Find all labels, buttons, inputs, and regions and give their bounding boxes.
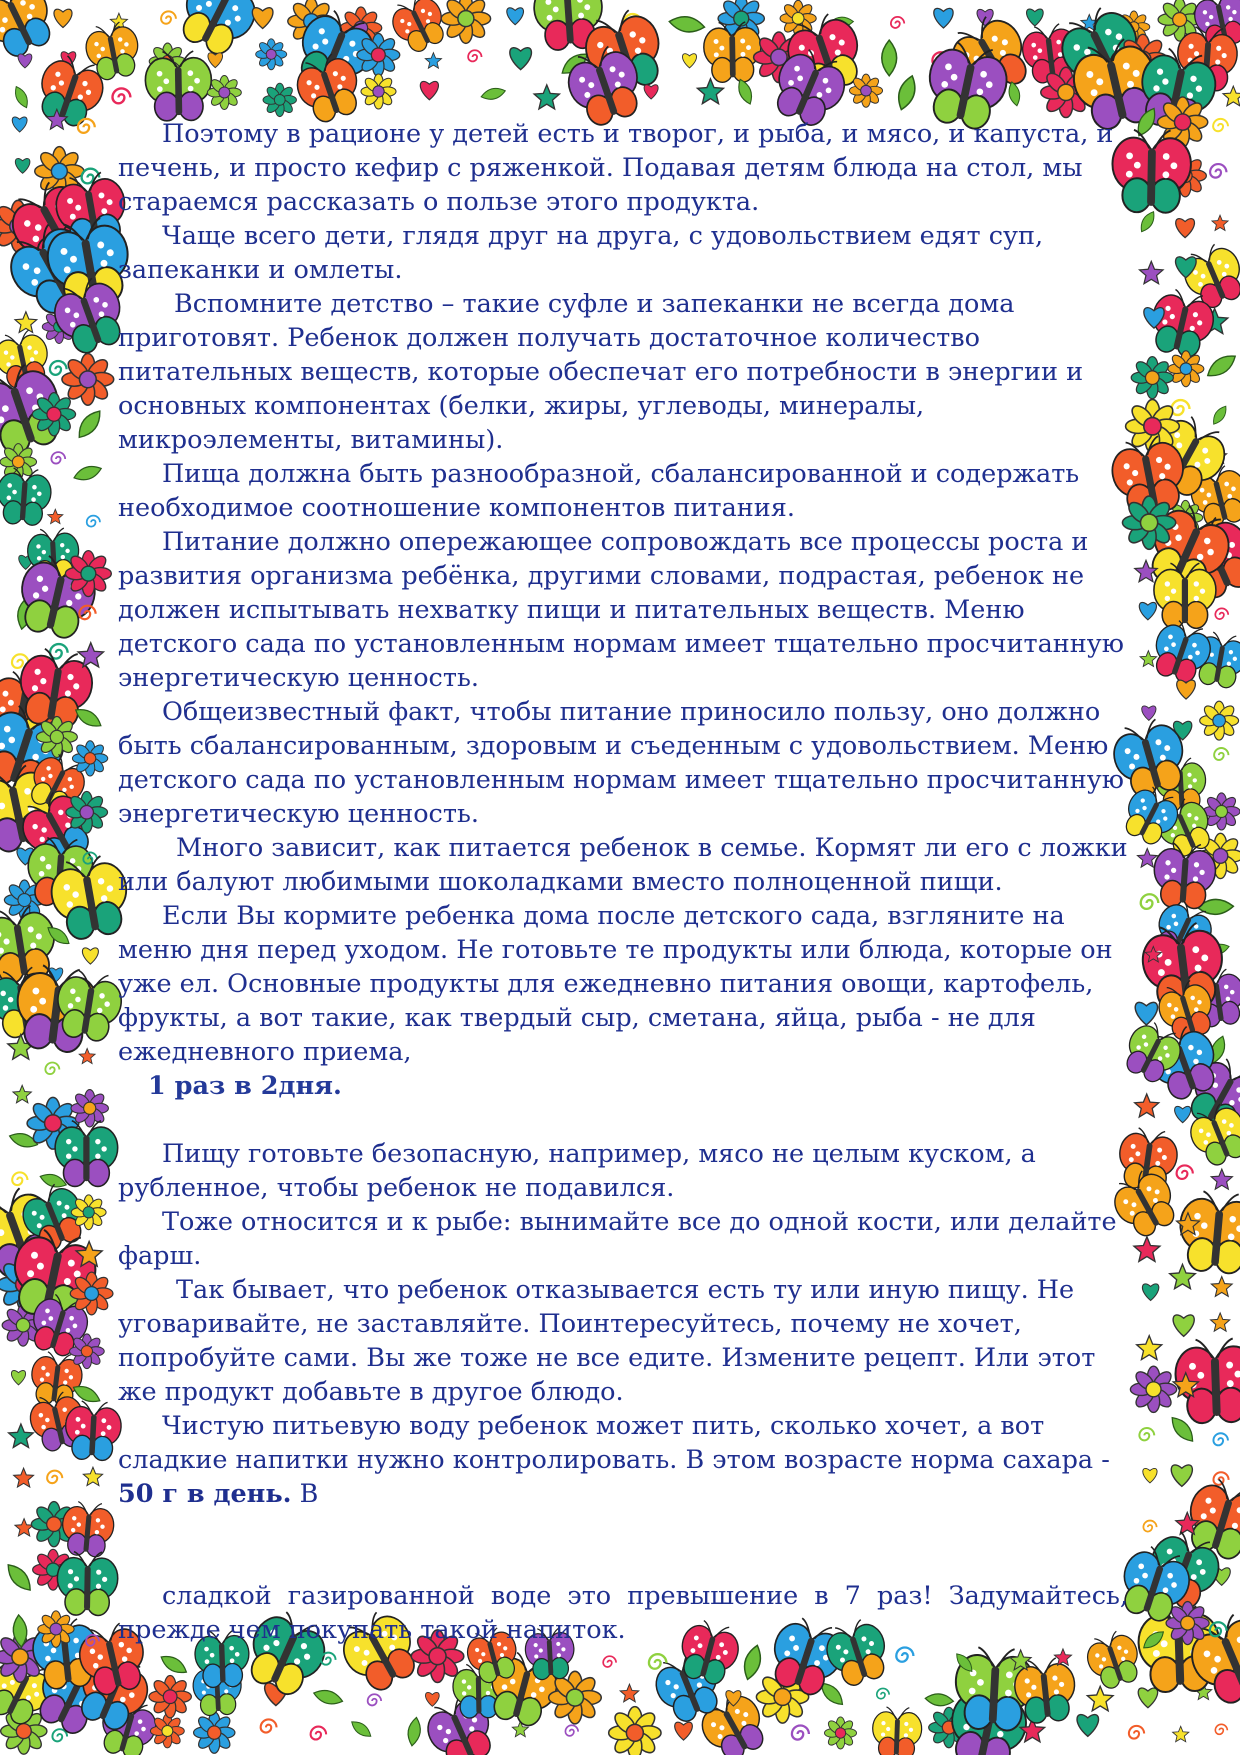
paragraph: Питание должно опережающее сопровождать все процессы роста и развития организма ребёнка, другими словами, подрастая, ребенок не должен испытывать нехватку пищи и питательных веществ. Меню детского сада по установленным нормам имеет тщательно просчитанную энергетическую ценность. bbox=[118, 527, 1124, 693]
heart-icon bbox=[12, 117, 27, 132]
star-icon bbox=[83, 1467, 102, 1485]
leaf-icon bbox=[894, 74, 919, 112]
swirl-icon bbox=[896, 1647, 913, 1661]
flower-icon bbox=[263, 83, 296, 116]
heart-icon bbox=[507, 8, 524, 25]
leaf-icon bbox=[3, 1560, 35, 1594]
spacer bbox=[118, 1511, 1128, 1579]
star-icon bbox=[1140, 261, 1164, 283]
star-icon bbox=[1223, 86, 1240, 106]
star-icon bbox=[48, 509, 63, 523]
swirl-icon bbox=[565, 1725, 578, 1736]
swirl-icon bbox=[50, 361, 67, 375]
star-icon bbox=[1170, 1264, 1196, 1288]
swirl-icon bbox=[877, 1688, 889, 1698]
flower-icon bbox=[357, 33, 400, 76]
flower-icon bbox=[71, 1090, 108, 1127]
heart-icon bbox=[18, 54, 32, 68]
star-icon bbox=[1211, 1169, 1232, 1189]
heart-icon bbox=[1171, 1465, 1192, 1486]
flower-icon bbox=[194, 1712, 235, 1753]
star-icon bbox=[1137, 1336, 1162, 1360]
swirl-icon bbox=[1141, 894, 1159, 909]
frequency-note: 1 раз в 2дня. bbox=[148, 1071, 342, 1101]
star-icon bbox=[13, 1085, 31, 1103]
leaf-icon bbox=[1204, 351, 1240, 382]
swirl-icon bbox=[78, 119, 95, 133]
swirl-icon bbox=[1210, 164, 1226, 178]
star-icon bbox=[79, 1048, 95, 1063]
heart-icon bbox=[1139, 602, 1156, 619]
swirl-icon bbox=[1172, 400, 1190, 415]
butterfly-icon bbox=[1176, 1190, 1240, 1276]
swirl-icon bbox=[161, 11, 176, 23]
swirl-icon bbox=[113, 88, 131, 103]
swirl-icon bbox=[649, 1654, 666, 1669]
swirl-icon bbox=[45, 1063, 59, 1075]
flower-icon bbox=[72, 741, 107, 776]
heart-icon bbox=[682, 54, 696, 68]
paragraph: Пища должна быть разнообразной, сбалансированной и содержать необходимое соотношение компонентов питания. bbox=[118, 459, 1080, 523]
swirl-icon bbox=[1215, 1724, 1227, 1734]
heart-icon bbox=[1173, 1315, 1194, 1336]
leaf-icon bbox=[72, 463, 103, 484]
flower-icon bbox=[1203, 793, 1240, 830]
swirl-icon bbox=[311, 1727, 327, 1740]
paragraph: Если Вы кормите ребенка дома после детского сада, взгляните на меню дня перед уходом. Не готовьте те продукты или блюда, которые он уже ел. Основные продукты для ежедневно питания овощи, картофель, фрукты, а вот такие, как твердый сыр, сметана, яйца, рыба - не для ежедневного приема, bbox=[118, 901, 1113, 1067]
flower-icon bbox=[71, 1195, 106, 1230]
paragraph: Общеизвестный факт, чтобы питание приносило пользу, оно должно быть сбалансированным, здоровым и съеденным с удовольствием. Меню детского сада по установленным нормам имеет тщательно просчитанную энергетическую ценность. bbox=[118, 697, 1124, 829]
star-icon bbox=[1134, 1237, 1160, 1262]
flower-icon bbox=[256, 39, 287, 70]
butterfly-icon bbox=[872, 1706, 923, 1755]
heart-icon bbox=[82, 948, 98, 964]
leaf-icon bbox=[741, 1643, 765, 1681]
swirl-icon bbox=[603, 1656, 616, 1667]
heart-icon bbox=[208, 53, 223, 68]
heart-icon bbox=[252, 8, 273, 29]
paragraph: сладкой газированной воде это превышение в 7 раз! Задумайтесь, прежде чем покупать такой напиток. bbox=[118, 1581, 1128, 1645]
star-icon bbox=[1211, 1313, 1230, 1331]
flower-icon bbox=[1122, 496, 1175, 549]
flower-icon bbox=[361, 74, 396, 109]
heart-icon bbox=[1142, 706, 1156, 720]
swirl-icon bbox=[1215, 608, 1228, 619]
butterfly-icon bbox=[386, 0, 453, 57]
paragraph: Поэтому в рационе у детей есть и творог, и рыба, и мясо, и капуста, и печень, и просто кефир с ряженкой. Подавая детям блюда на стол, мы стараемся рассказать о пользе этого продукта. bbox=[118, 119, 1114, 217]
flower-icon bbox=[150, 1714, 184, 1748]
butterfly-icon bbox=[57, 1551, 118, 1615]
star-icon bbox=[1135, 1094, 1159, 1117]
flower-icon bbox=[149, 1675, 191, 1717]
heart-icon bbox=[1143, 1468, 1157, 1482]
swirl-icon bbox=[368, 1694, 381, 1705]
heart-icon bbox=[420, 81, 438, 99]
swirl-icon bbox=[1213, 119, 1228, 131]
flower-icon bbox=[549, 1671, 602, 1724]
flower-icon bbox=[824, 1717, 856, 1749]
swirl-icon bbox=[1139, 1428, 1154, 1440]
flower-icon bbox=[1130, 1366, 1176, 1412]
swirl-icon bbox=[1129, 1726, 1144, 1739]
article-body bbox=[118, 117, 1128, 1647]
heart-icon bbox=[1135, 1002, 1157, 1025]
swirl-icon bbox=[1213, 1433, 1227, 1445]
heart-icon bbox=[510, 48, 532, 70]
swirl-icon bbox=[1177, 1165, 1193, 1179]
heart-icon bbox=[15, 159, 30, 174]
swirl-icon bbox=[12, 1172, 27, 1185]
butterfly-icon bbox=[0, 467, 52, 526]
butterfly-icon bbox=[55, 1121, 118, 1187]
swirl-icon bbox=[468, 50, 481, 61]
butterfly-icon bbox=[64, 1400, 122, 1461]
sugar-norm: 50 г в день. bbox=[118, 1479, 292, 1509]
flower-icon bbox=[62, 353, 114, 405]
flower-icon bbox=[70, 1272, 113, 1315]
flower-icon bbox=[1168, 351, 1204, 387]
star-icon bbox=[534, 85, 559, 109]
heart-icon bbox=[1142, 1284, 1158, 1301]
swirl-icon bbox=[52, 1729, 67, 1741]
star-icon bbox=[1140, 651, 1157, 667]
swirl-icon bbox=[51, 452, 65, 463]
leaf-icon bbox=[1137, 209, 1157, 234]
paragraph: Вспомните детство – такие суфле и запеканки не всегда дома приготовят. Ребенок должен получать достаточное количество питательных веществ, которые обеспечат его потребности в энергии и основных компонентах (белки, жиры, углеводы, минералы, микроэлементы, витамины). bbox=[118, 289, 1084, 455]
swirl-icon bbox=[891, 17, 904, 28]
heart-icon bbox=[1027, 9, 1044, 26]
paragraph: Так бывает, что ребенок отказывается есть ту или иную пищу. Не уговаривайте, не заставляйте. Поинтересуйтесь, почему не хочет, попробуйте сами. Вы же тоже не все едите. Измените рецепт. Или этот же продукт добавьте в другое блюдо. bbox=[118, 1275, 1096, 1407]
leaf-icon bbox=[882, 40, 897, 76]
leaf-icon bbox=[668, 14, 705, 34]
flower-icon bbox=[609, 1707, 661, 1755]
flower-icon bbox=[441, 0, 490, 43]
flower-icon bbox=[849, 74, 882, 107]
paragraph: Много зависит, как питается ребенок в семье. Кормят ли его с ложки или балуют любимыми шоколадками вместо полноценной пищи. bbox=[118, 833, 1128, 897]
heart-icon bbox=[644, 85, 658, 99]
flower-icon bbox=[36, 716, 77, 757]
heart-icon bbox=[1138, 1688, 1157, 1708]
heart-icon bbox=[11, 1371, 25, 1385]
star-icon bbox=[9, 1424, 34, 1448]
heart-icon bbox=[1177, 680, 1196, 699]
heart-icon bbox=[1175, 1106, 1191, 1122]
star-icon bbox=[1173, 1726, 1189, 1741]
leaf-icon bbox=[349, 1718, 374, 1740]
sugar-text-end: В bbox=[291, 1479, 319, 1509]
swirl-icon bbox=[261, 1719, 277, 1732]
leaf-icon bbox=[406, 1717, 422, 1747]
swirl-icon bbox=[47, 1471, 62, 1484]
leaf-icon bbox=[925, 1692, 954, 1707]
leaf-icon bbox=[312, 1687, 344, 1707]
flower-icon bbox=[1131, 357, 1173, 399]
heart-icon bbox=[425, 1692, 439, 1706]
swirl-icon bbox=[87, 516, 100, 527]
flower-icon bbox=[66, 791, 108, 833]
heart-icon bbox=[675, 1722, 693, 1740]
paragraph: Пищу готовьте безопасную, например, мясо не целым куском, а рубленное, чтобы ребенок не подавился. bbox=[118, 1139, 1036, 1203]
paragraph: Чаще всего дети, глядя друг на друга, с удовольствием едят суп, запеканки и омлеты. bbox=[118, 221, 1044, 285]
star-icon bbox=[1212, 215, 1228, 230]
leaf-icon bbox=[158, 1652, 190, 1678]
leaf-icon bbox=[1210, 404, 1230, 427]
swirl-icon bbox=[1214, 748, 1228, 760]
heart-icon bbox=[1077, 1715, 1098, 1737]
star-icon bbox=[14, 1468, 34, 1487]
flower-icon bbox=[70, 1334, 105, 1369]
star-icon bbox=[1087, 1686, 1113, 1710]
paragraph: Тоже относится и к рыбе: вынимайте все до одной кости, или делайте фарш. bbox=[118, 1207, 1117, 1271]
leaf-icon bbox=[74, 407, 105, 442]
leaf-icon bbox=[12, 84, 31, 109]
leaf-icon bbox=[480, 86, 507, 102]
flower-icon bbox=[38, 1611, 74, 1647]
star-icon bbox=[1211, 1277, 1232, 1297]
heart-icon bbox=[54, 9, 72, 27]
star-icon bbox=[620, 1684, 639, 1702]
star-icon bbox=[1054, 1649, 1071, 1665]
star-icon bbox=[15, 1519, 33, 1536]
flower-icon bbox=[65, 551, 111, 597]
star-icon bbox=[425, 53, 441, 69]
heart-icon bbox=[934, 8, 953, 28]
flower-icon bbox=[32, 393, 75, 436]
swirl-icon bbox=[1143, 1521, 1156, 1532]
flower-icon bbox=[1200, 701, 1239, 740]
swirl-icon bbox=[792, 1725, 809, 1739]
flower-icon bbox=[207, 75, 241, 109]
heart-icon bbox=[1176, 219, 1195, 238]
star-icon bbox=[15, 312, 37, 333]
spacer bbox=[118, 1103, 1128, 1137]
leaf-icon bbox=[1007, 81, 1022, 107]
sugar-paragraph bbox=[118, 1409, 1128, 1511]
sugar-text: Чистую питьевую воду ребенок может пить, сколько хочет, а вот сладкие напитки нужно контролировать. В этом возрасте норма сахара - bbox=[118, 1411, 1110, 1475]
